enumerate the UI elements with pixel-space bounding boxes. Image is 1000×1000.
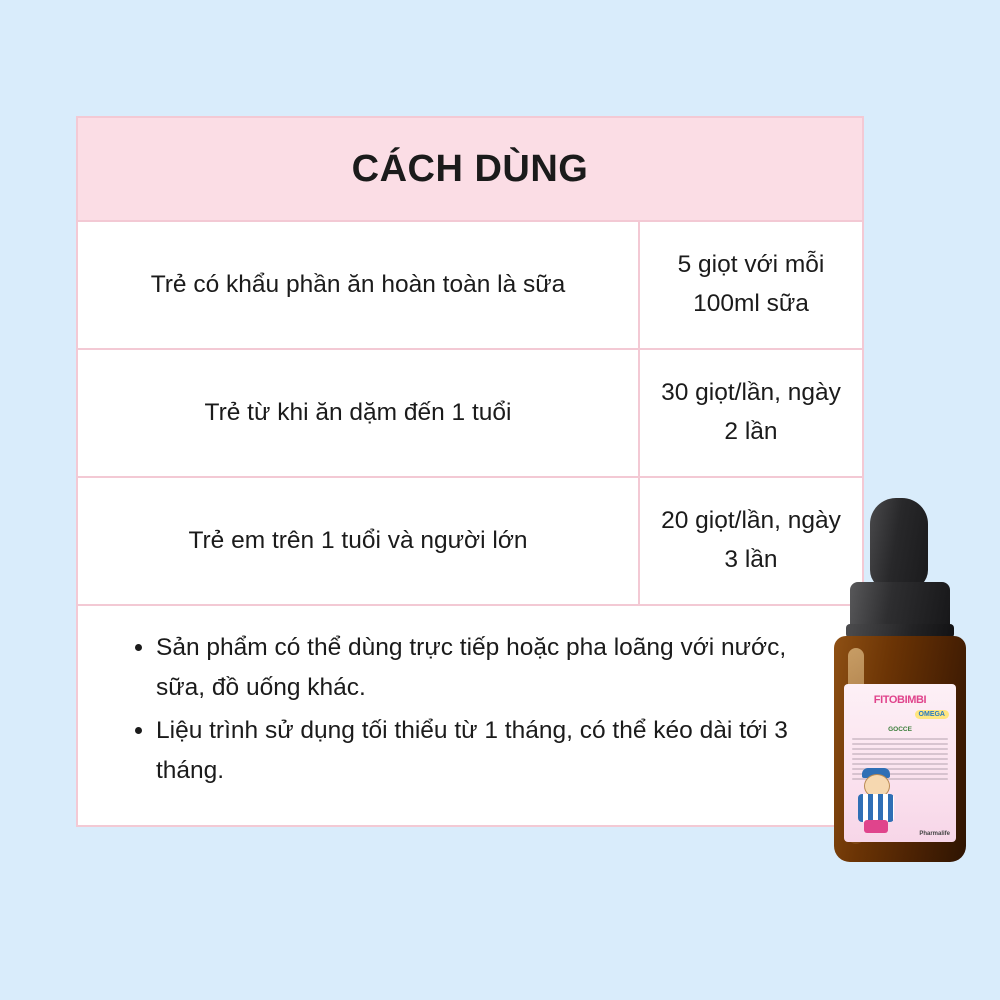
table-cell-dose <box>640 222 862 348</box>
dose-text: 30 giọt/lần, ngày 2 lần <box>661 379 841 445</box>
table-cell-subject <box>78 222 640 348</box>
omega-badge: OMEGA <box>915 710 949 719</box>
usage-instructions-card <box>76 116 864 827</box>
list-item: • Liệu trình sử dụng tối thiểu từ 1 tháng, có thể kéo dài tới 3 tháng. <box>156 711 828 790</box>
manufacturer-name: Pharmalife <box>919 831 950 837</box>
page-title: CÁCH DÙNG <box>351 147 589 190</box>
table-row <box>78 222 862 350</box>
table-row <box>78 350 862 478</box>
brand-name: FITOBIMBI <box>873 694 927 706</box>
dose-text: 5 giọt với mỗi 100ml sữa <box>677 251 825 317</box>
subject-text: Trẻ em trên 1 tuổi và người lớn <box>188 526 528 554</box>
mascot-icon <box>854 774 900 834</box>
product-bottle-image <box>822 498 978 870</box>
dropper-bulb <box>870 498 928 590</box>
table-row <box>78 478 862 606</box>
subject-text: Trẻ từ khi ăn dặm đến 1 tuổi <box>204 398 512 426</box>
card-header <box>78 118 862 222</box>
dose-text: 20 giọt/lần, ngày 3 lần <box>661 507 841 573</box>
table-cell-dose <box>640 350 862 476</box>
list-item: • Sản phẩm có thể dùng trực tiếp hoặc pha loãng với nước, sữa, đồ uống khác. <box>156 628 828 707</box>
table-cell-subject <box>78 478 640 604</box>
label-subtitle: GOCCE <box>888 726 912 733</box>
bottle-label <box>844 684 956 842</box>
subject-text: Trẻ có khẩu phần ăn hoàn toàn là sữa <box>150 270 566 298</box>
notes-section <box>78 606 862 825</box>
table-cell-subject <box>78 350 640 476</box>
notes-list <box>112 628 828 791</box>
